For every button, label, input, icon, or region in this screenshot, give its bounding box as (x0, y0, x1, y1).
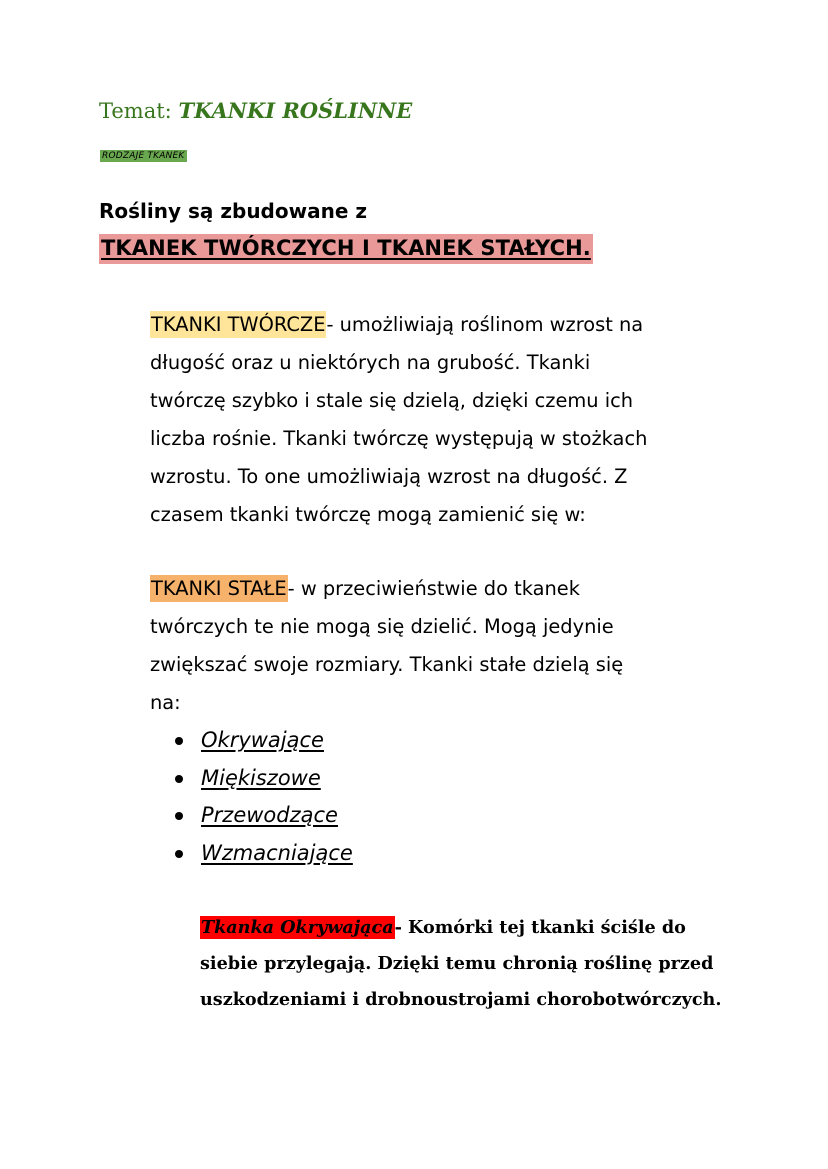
paragraph-line: wzrostu. To one umożliwiają wzrost na długość. Z (150, 465, 628, 488)
list-item (175, 722, 353, 760)
term-tworcze: TKANKI TWÓRCZE (151, 313, 326, 336)
paragraph-line: siebie przylegają. Dzięki temu chronią roślinę przed (200, 953, 714, 974)
paragraph-line: twórczych te nie mogą się dzielić. Mogą jedynie (150, 615, 614, 638)
paragraph-line (200, 910, 740, 946)
paragraph-stale (150, 570, 750, 722)
list-item-text: Okrywające (201, 728, 324, 752)
paragraph-line: liczba rośnie. Tkanki twórczę występują w stożkach (150, 427, 648, 450)
paragraph-line (150, 570, 750, 608)
paragraph-line: czasem tkanki twórczę mogą zamienić się w: (150, 503, 586, 526)
paragraph-line: długość oraz u niektórych na grubość. Tkanki (150, 351, 591, 374)
list-item-text: Przewodzące (201, 803, 338, 827)
intro-highlight: TKANEK TWÓRCZYCH I TKANEK STAŁYCH. (99, 234, 593, 264)
list-item (175, 760, 353, 798)
title-topic: TKANKI ROŚLINNE (178, 98, 413, 123)
bullet-icon (175, 737, 183, 745)
bullet-icon (175, 775, 183, 783)
list-item-text: Miękiszowe (201, 765, 321, 790)
term-stale: TKANKI STAŁE (151, 577, 287, 600)
bullet-icon (175, 812, 183, 820)
section-tag: RODZAJE TKANEK (100, 150, 187, 162)
intro-line: Rośliny są zbudowane z (99, 199, 367, 223)
list-item (175, 835, 353, 873)
paragraph-line (150, 306, 750, 344)
paragraph-line: twórczę szybko i stale się dzielą, dzięki czemu ich (150, 389, 634, 412)
list-item-text: Wzmacniające (201, 840, 353, 865)
page-title (99, 98, 412, 123)
paragraph-text: - umożliwiają roślinom wzrost na (326, 313, 644, 336)
paragraph-line: zwiększać swoje rozmiary. Tkanki stałe dzielą się (150, 653, 624, 676)
title-prefix: Temat: (99, 99, 179, 123)
tissue-types-list (175, 722, 353, 872)
paragraph-okrywajaca (200, 910, 740, 1018)
term-okrywajaca: Tkanka Okrywająca (201, 917, 394, 938)
bullet-icon (175, 850, 183, 858)
paragraph-text: - w przeciwieństwie do tkanek (287, 577, 580, 600)
list-item (175, 797, 353, 835)
paragraph-line: na: (150, 691, 181, 714)
paragraph-line: uszkodzeniami i drobnoustrojami chorobotwórczych. (200, 989, 722, 1010)
paragraph-text: - Komórki tej tkanki ściśle do (394, 917, 686, 938)
paragraph-tworcze (150, 306, 750, 534)
